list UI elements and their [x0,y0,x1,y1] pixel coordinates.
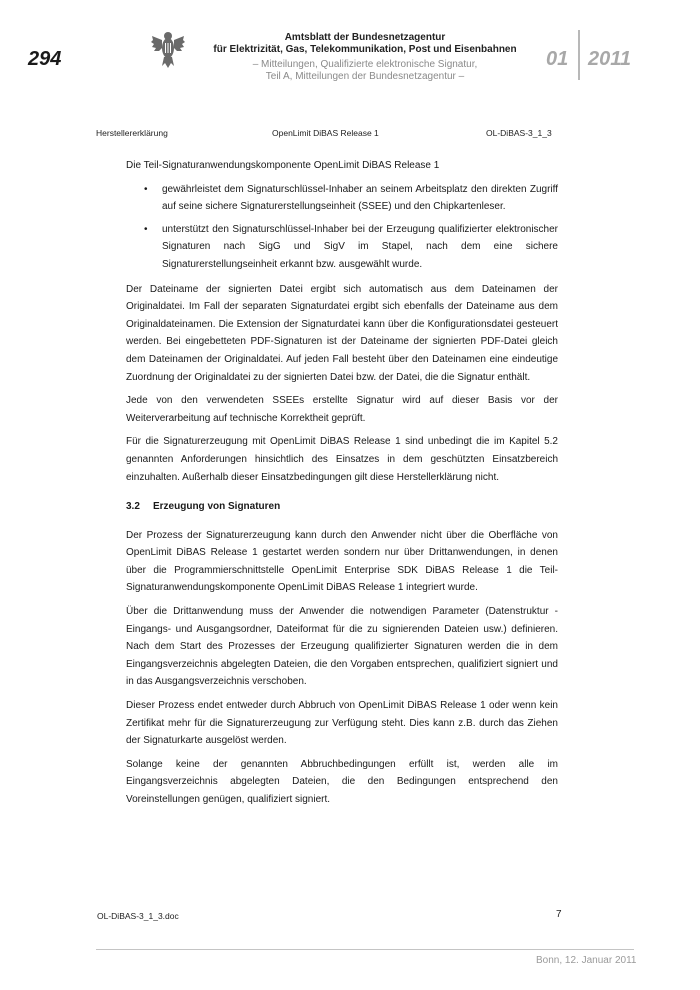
section-heading [126,498,558,516]
federal-eagle-icon [150,30,186,70]
issue-number: 01 [546,48,569,70]
list-item-text: gewährleistet dem Signaturschlüssel-Inhaber an seinem Arbeitsplatz den direkten Zugriff auf seine sichere Signaturerstellungseinheit (SSEE) und den Chipkartenleser. [162,183,558,213]
page-number: 294 [28,48,62,70]
paragraph-filename: Der Dateiname der signierten Datei ergibt sich automatisch aus dem Dateinamen der Originaldatei. Im Fall der separaten Signaturdatei ergibt sich ebenfalls der Dateiname aus dem Originaldateinamen. Die Extension der Signaturdatei kann über die Konfigurationsdatei gesteuert werden. Bei eingebetteten PDF-Signaturen ist der Dateiname der signierten PDF-Datei gleich dem Dateinamen der Originaldatei. Auf jeden Fall besteht über den Dateinamen eine eindeutige Zuordnung der Originaldatei zu der signierten Datei bzw. der Datei, die die Signatur enthält. [126,283,558,383]
issue-divider [578,30,580,80]
list-item [126,181,558,216]
footer-document-name: OL-DiBAS-3_1_3.doc [97,911,179,921]
paragraph-process: Der Prozess der Signaturerzeugung kann durch den Anwender nicht über die Oberfläche von OpenLimit DiBAS Release 1 gestartet werden sondern nur über Drittanwendungen, in denen über die Programmierschnittstelle OpenLimit Enterprise SDK DiBAS Release 1 die Teil-Signaturanwendungskomponente OpenLimit DiBAS Release 1 integriert wurde. [126,529,558,594]
gazette-subtitle [210,59,520,83]
gazette-title-line-2: für Elektrizität, Gas, Telekommunikation, Post und Eisenbahnen [213,44,517,55]
running-header-left: Herstellererklärung [96,128,168,138]
footer-page-number: 7 [556,909,562,920]
bullet-icon: • [144,223,148,235]
paragraph-termination: Dieser Prozess endet entweder durch Abbruch von OpenLimit DiBAS Release 1 oder wenn kein Zertifikat mehr für die Signaturerzeugung zur Verfügung steht. Dies kann z.B. durch das Ziehen der Signaturkarte ausgelöst werden. [126,700,558,747]
list-item [126,221,558,274]
gazette-title-line-1: Amtsblatt der Bundesnetzagentur [284,32,446,43]
feature-list [126,181,558,274]
footer-divider [96,949,634,950]
issue-year: 2011 [588,48,632,70]
intro-paragraph: Die Teil-Signaturanwendungskomponente OpenLimit DiBAS Release 1 [126,160,440,171]
bullet-icon: • [144,183,148,195]
section-title: Erzeugung von Signaturen [153,501,281,513]
gazette-subtitle-line-2: Teil A, Mitteilungen der Bundesnetzagentur – [265,71,465,82]
section-number: 3.2 [126,501,140,513]
paragraph-conditions: Solange keine der genannten Abbruchbedingungen erfüllt ist, werden alle im Eingangsverzeichnis abgelegten Dateien, die den Bedingungen entsprechend den Voreinstellungen genügen, qualifiziert signiert. [126,758,558,805]
running-header-right: OL-DiBAS-3_1_3 [486,128,552,138]
paragraph-parameters: Über die Drittanwendung muss der Anwender die notwendigen Parameter (Datenstruktur - Eingangs- und Ausgangsordner, Dateiformat für die zu signierenden Dateien usw.) definieren. Nach dem Start des Prozesses der Erzeugung qualifizierter Signaturen werden die in dem Eingangsverzeichnis abgelegten Dateien, die den Vorgaben entsprechen, qualifiziert signiert und in das Ausgangsverzeichnis verschoben. [126,606,558,688]
paragraph-validation: Jede von den verwendeten SSEEs erstellte Signatur wird auf dieser Basis vor der Weiterverarbeitung auf technische Korrektheit geprüft. [126,395,558,424]
paragraph-requirements: Für die Signaturerzeugung mit OpenLimit DiBAS Release 1 sind unbedingt die im Kapitel 5.2 genannten Anforderungen hinsichtlich des Einsatzes in dem geschützten Einsatzbereich einzuhalten. Außerhalb dieser Einsatzbedingungen gilt diese Herstellerklärung nicht. [126,436,558,483]
footer-date: Bonn, 12. Januar 2011 [536,955,637,966]
document-body [126,157,558,815]
gazette-title [210,32,520,56]
list-item-text: unterstützt den Signaturschlüssel-Inhaber bei der Erzeugung qualifizierter elektronischer Signaturen nach SigG und SigV im Stapel, nach dem eine sichere Signaturerstellungseinheit erkannt bzw. ausgewählt wurde. [162,223,558,270]
running-header-center: OpenLimit DiBAS Release 1 [272,128,379,138]
gazette-subtitle-line-1: – Mitteilungen, Qualifizierte elektronische Signatur, [252,59,478,70]
